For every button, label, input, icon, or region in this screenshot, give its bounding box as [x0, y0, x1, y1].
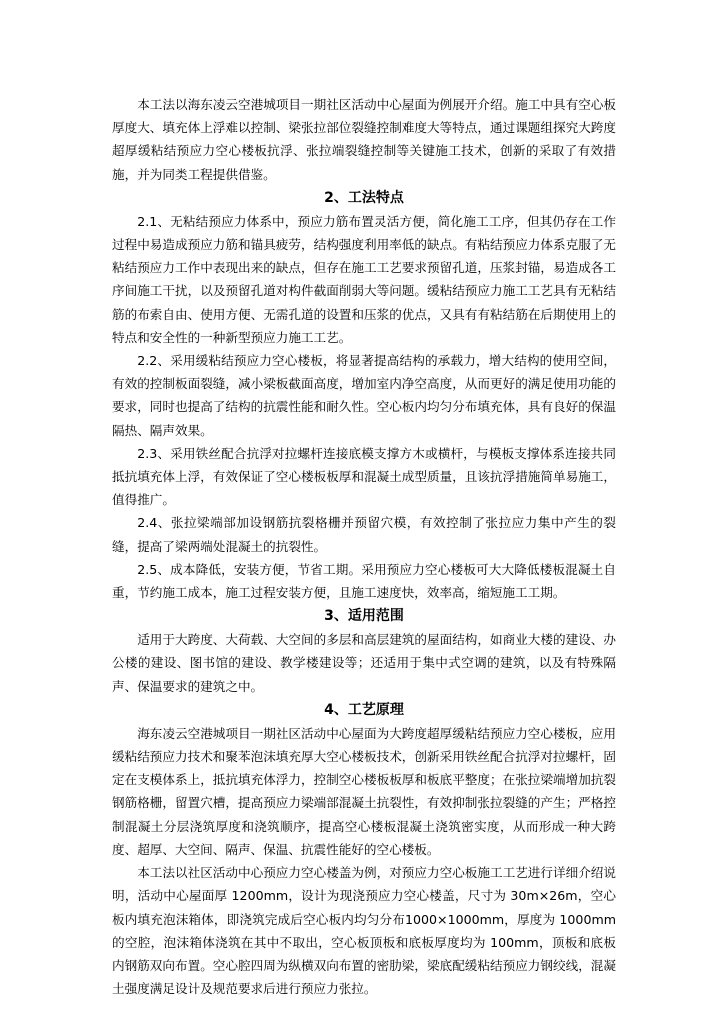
heading-scope: 3、适用范围 — [324, 608, 404, 625]
feature-paragraph-2-4: 2.4、张拉梁端部加设钢筋抗裂格栅并预留穴模，有效控制了张拉应力集中产生的裂缝，提高了梁两端处混凝土的抗裂性。 — [112, 515, 616, 554]
intro-paragraph: 本工法以海东凌云空港城项目一期社区活动中心屋面为例展开介绍。施工中具有空心板厚度大、填充体上浮难以控制、梁张拉部位裂缝控制难度大等特点，通过课题组探究大跨度超厚缓粘结预应力空心楼板抗浮、张拉端裂缝控制等关键施工技术，创新的采取了有效措施，并为同类工程提供借鉴。 — [112, 97, 616, 182]
document-page — [112, 93, 616, 1000]
feature-paragraph-2-5: 2.5、成本降低，安装方便，节省工期。采用预应力空心楼板可大大降低楼板混凝土自重，节约施工成本，施工过程安装方便，且施工速度快，效率高，缩短施工工期。 — [112, 561, 616, 601]
feature-paragraph-2-2: 2.2、采用缓粘结预应力空心楼板，将显著提高结构的承载力，增大结构的使用空间，有效的控制板面裂缝，减小梁板截面高度，增加室内净空高度，从而更好的满足使用功能的要求，同时也提高了结构的抗震性能和耐久性。空心板内均匀分布填充体，具有良好的保温隔热、隔声效果。 — [112, 353, 616, 438]
feature-paragraph-2-3: 2.3、采用铁丝配合抗浮对拉螺杆连接底模支撑方木或横杆，与模板支撑体系连接共同抵抗填充体上浮，有效保证了空心楼板板厚和混凝土成型质量，且该抗浮措施简单易施工，值得推广。 — [112, 445, 616, 508]
heading-features: 2、工法特点 — [324, 189, 404, 206]
principle-paragraph-2: 本工法以社区活动中心预应力空心楼盖为例，对预应力空心板施工工艺进行详细介绍说明，活动中心屋面厚 1200mm，设计为现浇预应力空心楼盖，尺寸为 30m×26m，空心板内填充泡沫箱体，即浇筑完成后空心板内均匀分布1000×1000mm，厚度为 1000mm 的空腔，泡沫箱体浇筑在其中不取出，空心板顶板和底板厚度均为 100mm，顶板和底板内钢筋双向布置。空心腔四周为纵横双向布置的密肋梁，梁底配缓粘结预应力钢绞线，混凝土强度满足设计及规范要求后进行预应力张拉。 — [112, 865, 616, 997]
scope-paragraph: 适用于大跨度、大荷载、大空间的多层和高层建筑的屋面结构，如商业大楼的建设、办公楼的建设、图书馆的建设、教学楼建设等；还适用于集中式空调的建筑，以及有特殊隔声、保温要求的建筑之中。 — [112, 632, 616, 694]
feature-paragraph-2-1: 2.1、无粘结预应力体系中，预应力筋布置灵活方便，简化施工工序，但其仍存在工作过程中易造成预应力筋和锚具疲劳，结构强度利用率低的缺点。有粘结预应力体系克服了无粘结预应力工作中表现出来的缺点，但存在施工工艺要求预留孔道，压浆封锚，易造成各工序间施工干扰，以及预留孔道对构件截面削弱大等问题。缓粘结预应力施工工艺具有无粘结筋的布索自由、使用方便、无需孔道的设置和压浆的优点，又具有有粘结筋在后期使用上的特点和安全性的一种新型预应力施工工艺。 — [112, 213, 616, 345]
principle-paragraph-1: 海东凌云空港城项目一期社区活动中心屋面为大跨度超厚缓粘结预应力空心楼板，应用缓粘结预应力技术和聚苯泡沫填充厚大空心楼板技术，创新采用铁丝配合抗浮对拉螺杆，固定在支模体系上，抵抗填充体浮力，控制空心楼板板厚和板底平整度；在张拉梁端增加抗裂钢筋格栅，留置穴槽，提高预应力梁端部混凝土抗裂性，有效抑制张拉裂缝的产生；严格控制混凝土分层浇筑厚度和浇筑顺序，提高空心楼板混凝土浇筑密实度，从而形成一种大跨度、超厚、大空间、隔声、保温、抗震性能好的空心楼板。 — [112, 725, 616, 857]
heading-principle: 4、工艺原理 — [324, 701, 404, 718]
